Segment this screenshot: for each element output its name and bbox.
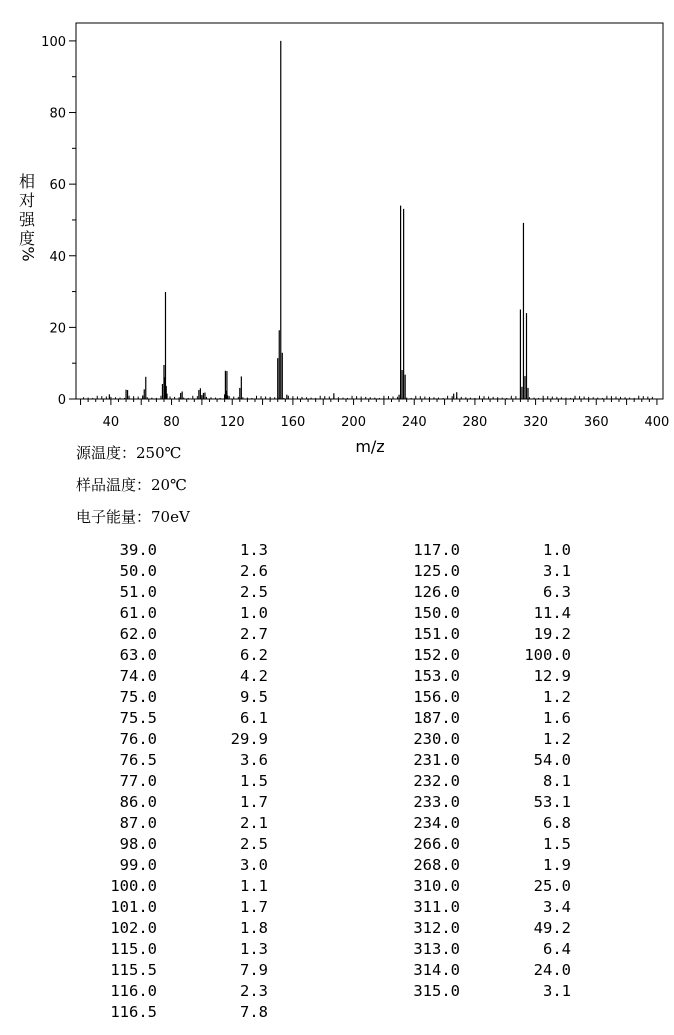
- peak-intensity: 8.1: [543, 772, 571, 790]
- peak-mz: 266.0: [413, 835, 460, 853]
- peak-mz: 152.0: [413, 646, 460, 664]
- peak-mz: 187.0: [413, 709, 460, 727]
- peak-table-row: [300, 834, 600, 855]
- peak-intensity: 49.2: [533, 919, 571, 937]
- peak-table-row: [0, 582, 300, 603]
- x-tick-label: 80: [163, 415, 180, 430]
- peak-intensity: 1.0: [240, 604, 268, 622]
- peak-table-row: [0, 666, 300, 687]
- peak-mz: 116.5: [110, 1003, 157, 1021]
- peak-intensity: 1.6: [543, 709, 571, 727]
- peak-intensity: 1.0: [543, 541, 571, 559]
- peak-table-row: [0, 834, 300, 855]
- peak-mz: 126.0: [413, 583, 460, 601]
- x-tick-label: 160: [280, 415, 306, 430]
- peak-table-row: [300, 960, 600, 981]
- peak-table-row: [300, 624, 600, 645]
- x-tick-label: 400: [644, 415, 670, 430]
- peak-table-row: [0, 603, 300, 624]
- peak-table-row: [0, 813, 300, 834]
- peak-intensity: 2.5: [240, 583, 268, 601]
- peak-table-right: [300, 540, 600, 1002]
- x-tick-label: 240: [401, 415, 427, 430]
- peak-table-row: [300, 561, 600, 582]
- peak-mz: 61.0: [119, 604, 157, 622]
- sample-temperature: 样品温度：20℃: [76, 476, 187, 494]
- peak-intensity: 2.6: [240, 562, 268, 580]
- x-tick-label: 200: [341, 415, 366, 430]
- peak-mz: 117.0: [413, 541, 460, 559]
- peak-intensity: 9.5: [240, 688, 268, 706]
- peak-mz: 51.0: [119, 583, 157, 601]
- peak-table-row: [300, 939, 600, 960]
- peak-mz: 234.0: [413, 814, 460, 832]
- peak-mz: 62.0: [119, 625, 157, 643]
- peak-intensity: 1.7: [240, 793, 268, 811]
- peak-intensity: 100.0: [524, 646, 571, 664]
- peak-table-row: [0, 750, 300, 771]
- peak-intensity: 1.7: [240, 898, 268, 916]
- peak-mz: 63.0: [119, 646, 157, 664]
- peak-table-row: [0, 645, 300, 666]
- peak-intensity: 1.1: [240, 877, 268, 895]
- x-tick-label: 40: [102, 415, 120, 430]
- peak-intensity: 3.1: [543, 562, 571, 580]
- peak-table-row: [300, 981, 600, 1002]
- peak-mz: 315.0: [413, 982, 460, 1000]
- peak-intensity: 19.2: [533, 625, 571, 643]
- peak-table-row: [300, 708, 600, 729]
- peak-mz: 311.0: [413, 898, 460, 916]
- x-axis-label: m/z: [355, 437, 385, 456]
- peak-table-row: [300, 897, 600, 918]
- peak-mz: 230.0: [413, 730, 460, 748]
- peak-mz: 116.0: [110, 982, 157, 1000]
- peak-table-row: [0, 1002, 300, 1023]
- peak-table-row: [0, 540, 300, 561]
- peak-mz: 74.0: [119, 667, 157, 685]
- peak-table-row: [0, 876, 300, 897]
- electron-energy: 电子能量：70eV: [76, 508, 190, 526]
- peak-mz: 125.0: [413, 562, 460, 580]
- peak-mz: 115.5: [110, 961, 157, 979]
- peak-mz: 86.0: [119, 793, 157, 811]
- peak-table-row: [300, 582, 600, 603]
- peak-intensity: 3.1: [543, 982, 571, 1000]
- peak-table-row: [0, 729, 300, 750]
- peak-mz: 99.0: [119, 856, 157, 874]
- peak-table-row: [0, 561, 300, 582]
- x-tick-label: 360: [583, 415, 609, 430]
- y-tick-label: 80: [49, 106, 66, 122]
- peak-intensity: 4.2: [240, 667, 268, 685]
- peak-mz: 75.5: [119, 709, 157, 727]
- peak-mz: 310.0: [413, 877, 460, 895]
- peak-intensity: 7.9: [240, 961, 268, 979]
- peak-mz: 76.5: [119, 751, 157, 769]
- y-axis-label-char: 强: [18, 210, 36, 229]
- peak-intensity: 1.5: [543, 835, 571, 853]
- peak-mz: 313.0: [413, 940, 460, 958]
- peak-intensity: 53.1: [533, 793, 571, 811]
- peak-intensity: 6.8: [543, 814, 571, 832]
- peak-intensity: 2.1: [240, 814, 268, 832]
- peak-table-row: [0, 855, 300, 876]
- peak-table-row: [0, 708, 300, 729]
- peak-table-row: [0, 792, 300, 813]
- peak-mz: 115.0: [110, 940, 157, 958]
- peak-table-row: [300, 540, 600, 561]
- peak-mz: 268.0: [413, 856, 460, 874]
- y-tick-label: 60: [49, 178, 66, 194]
- peak-intensity: 24.0: [533, 961, 571, 979]
- peak-mz: 50.0: [119, 562, 157, 580]
- peak-table-row: [300, 666, 600, 687]
- peak-intensity: 1.8: [240, 919, 268, 937]
- peak-intensity: 6.1: [240, 709, 268, 727]
- x-tick-label: 120: [219, 415, 245, 430]
- peak-mz: 77.0: [119, 772, 157, 790]
- y-axis-label-char: 度: [18, 229, 36, 248]
- peak-table-row: [300, 645, 600, 666]
- y-tick-label: 100: [41, 34, 66, 50]
- y-axis-label-char: 相: [18, 172, 36, 191]
- peak-intensity: 3.6: [240, 751, 268, 769]
- peak-table-row: [300, 855, 600, 876]
- peak-intensity: 3.4: [543, 898, 571, 916]
- y-axis-label-char: 对: [18, 191, 36, 210]
- peak-mz: 231.0: [413, 751, 460, 769]
- peak-intensity: 1.2: [543, 730, 571, 748]
- peak-table-row: [300, 771, 600, 792]
- peak-mz: 98.0: [119, 835, 157, 853]
- peak-table-row: [0, 771, 300, 792]
- peak-intensity: 2.5: [240, 835, 268, 853]
- peak-table-row: [0, 939, 300, 960]
- peak-mz: 101.0: [110, 898, 157, 916]
- peak-mz: 151.0: [413, 625, 460, 643]
- peak-mz: 314.0: [413, 961, 460, 979]
- peak-intensity: 1.9: [543, 856, 571, 874]
- peak-mz: 39.0: [119, 541, 157, 559]
- peak-intensity: 25.0: [533, 877, 571, 895]
- peak-mz: 87.0: [119, 814, 157, 832]
- peak-intensity: 2.3: [240, 982, 268, 1000]
- peak-intensity: 6.2: [240, 646, 268, 664]
- peak-intensity: 54.0: [533, 751, 571, 769]
- peak-mz: 233.0: [413, 793, 460, 811]
- peak-table-row: [0, 687, 300, 708]
- y-axis-label-char: %: [18, 246, 38, 262]
- peak-table-row: [0, 918, 300, 939]
- peak-table-row: [0, 624, 300, 645]
- y-tick-label: 40: [49, 249, 66, 265]
- peak-intensity: 2.7: [240, 625, 268, 643]
- source-temperature: 源温度：250℃: [76, 444, 182, 462]
- peak-mz: 102.0: [110, 919, 157, 937]
- peak-intensity: 3.0: [240, 856, 268, 874]
- peak-mz: 232.0: [413, 772, 460, 790]
- x-tick-label: 320: [523, 415, 549, 430]
- peak-intensity: 6.3: [543, 583, 571, 601]
- y-tick-label: 0: [57, 393, 66, 408]
- peak-table-row: [300, 729, 600, 750]
- peak-table-row: [300, 687, 600, 708]
- peak-intensity: 1.3: [240, 541, 268, 559]
- peak-intensity: 7.8: [240, 1003, 268, 1021]
- peak-mz: 312.0: [413, 919, 460, 937]
- peak-mz: 75.0: [119, 688, 157, 706]
- peak-intensity: 1.2: [543, 688, 571, 706]
- peak-intensity: 29.9: [230, 730, 268, 748]
- peak-intensity: 12.9: [533, 667, 571, 685]
- x-tick-label: 280: [462, 415, 488, 430]
- peak-table-row: [300, 918, 600, 939]
- peak-table-row: [300, 792, 600, 813]
- peak-table-row: [0, 981, 300, 1002]
- peak-intensity: 11.4: [533, 604, 571, 622]
- peak-table-row: [0, 960, 300, 981]
- y-tick-label: 20: [49, 321, 66, 337]
- peak-mz: 100.0: [110, 877, 157, 895]
- peak-intensity: 1.3: [240, 940, 268, 958]
- peak-mz: 76.0: [119, 730, 157, 748]
- peak-table-row: [300, 750, 600, 771]
- peak-table-row: [0, 897, 300, 918]
- peak-table-row: [300, 813, 600, 834]
- peak-mz: 156.0: [413, 688, 460, 706]
- peak-intensity: 1.5: [240, 772, 268, 790]
- peak-intensity: 6.4: [543, 940, 571, 958]
- plot-frame: [76, 23, 663, 399]
- peak-table-row: [300, 603, 600, 624]
- peak-table-left: [0, 540, 300, 1023]
- peak-mz: 150.0: [413, 604, 460, 622]
- peak-table-row: [300, 876, 600, 897]
- peak-mz: 153.0: [413, 667, 460, 685]
